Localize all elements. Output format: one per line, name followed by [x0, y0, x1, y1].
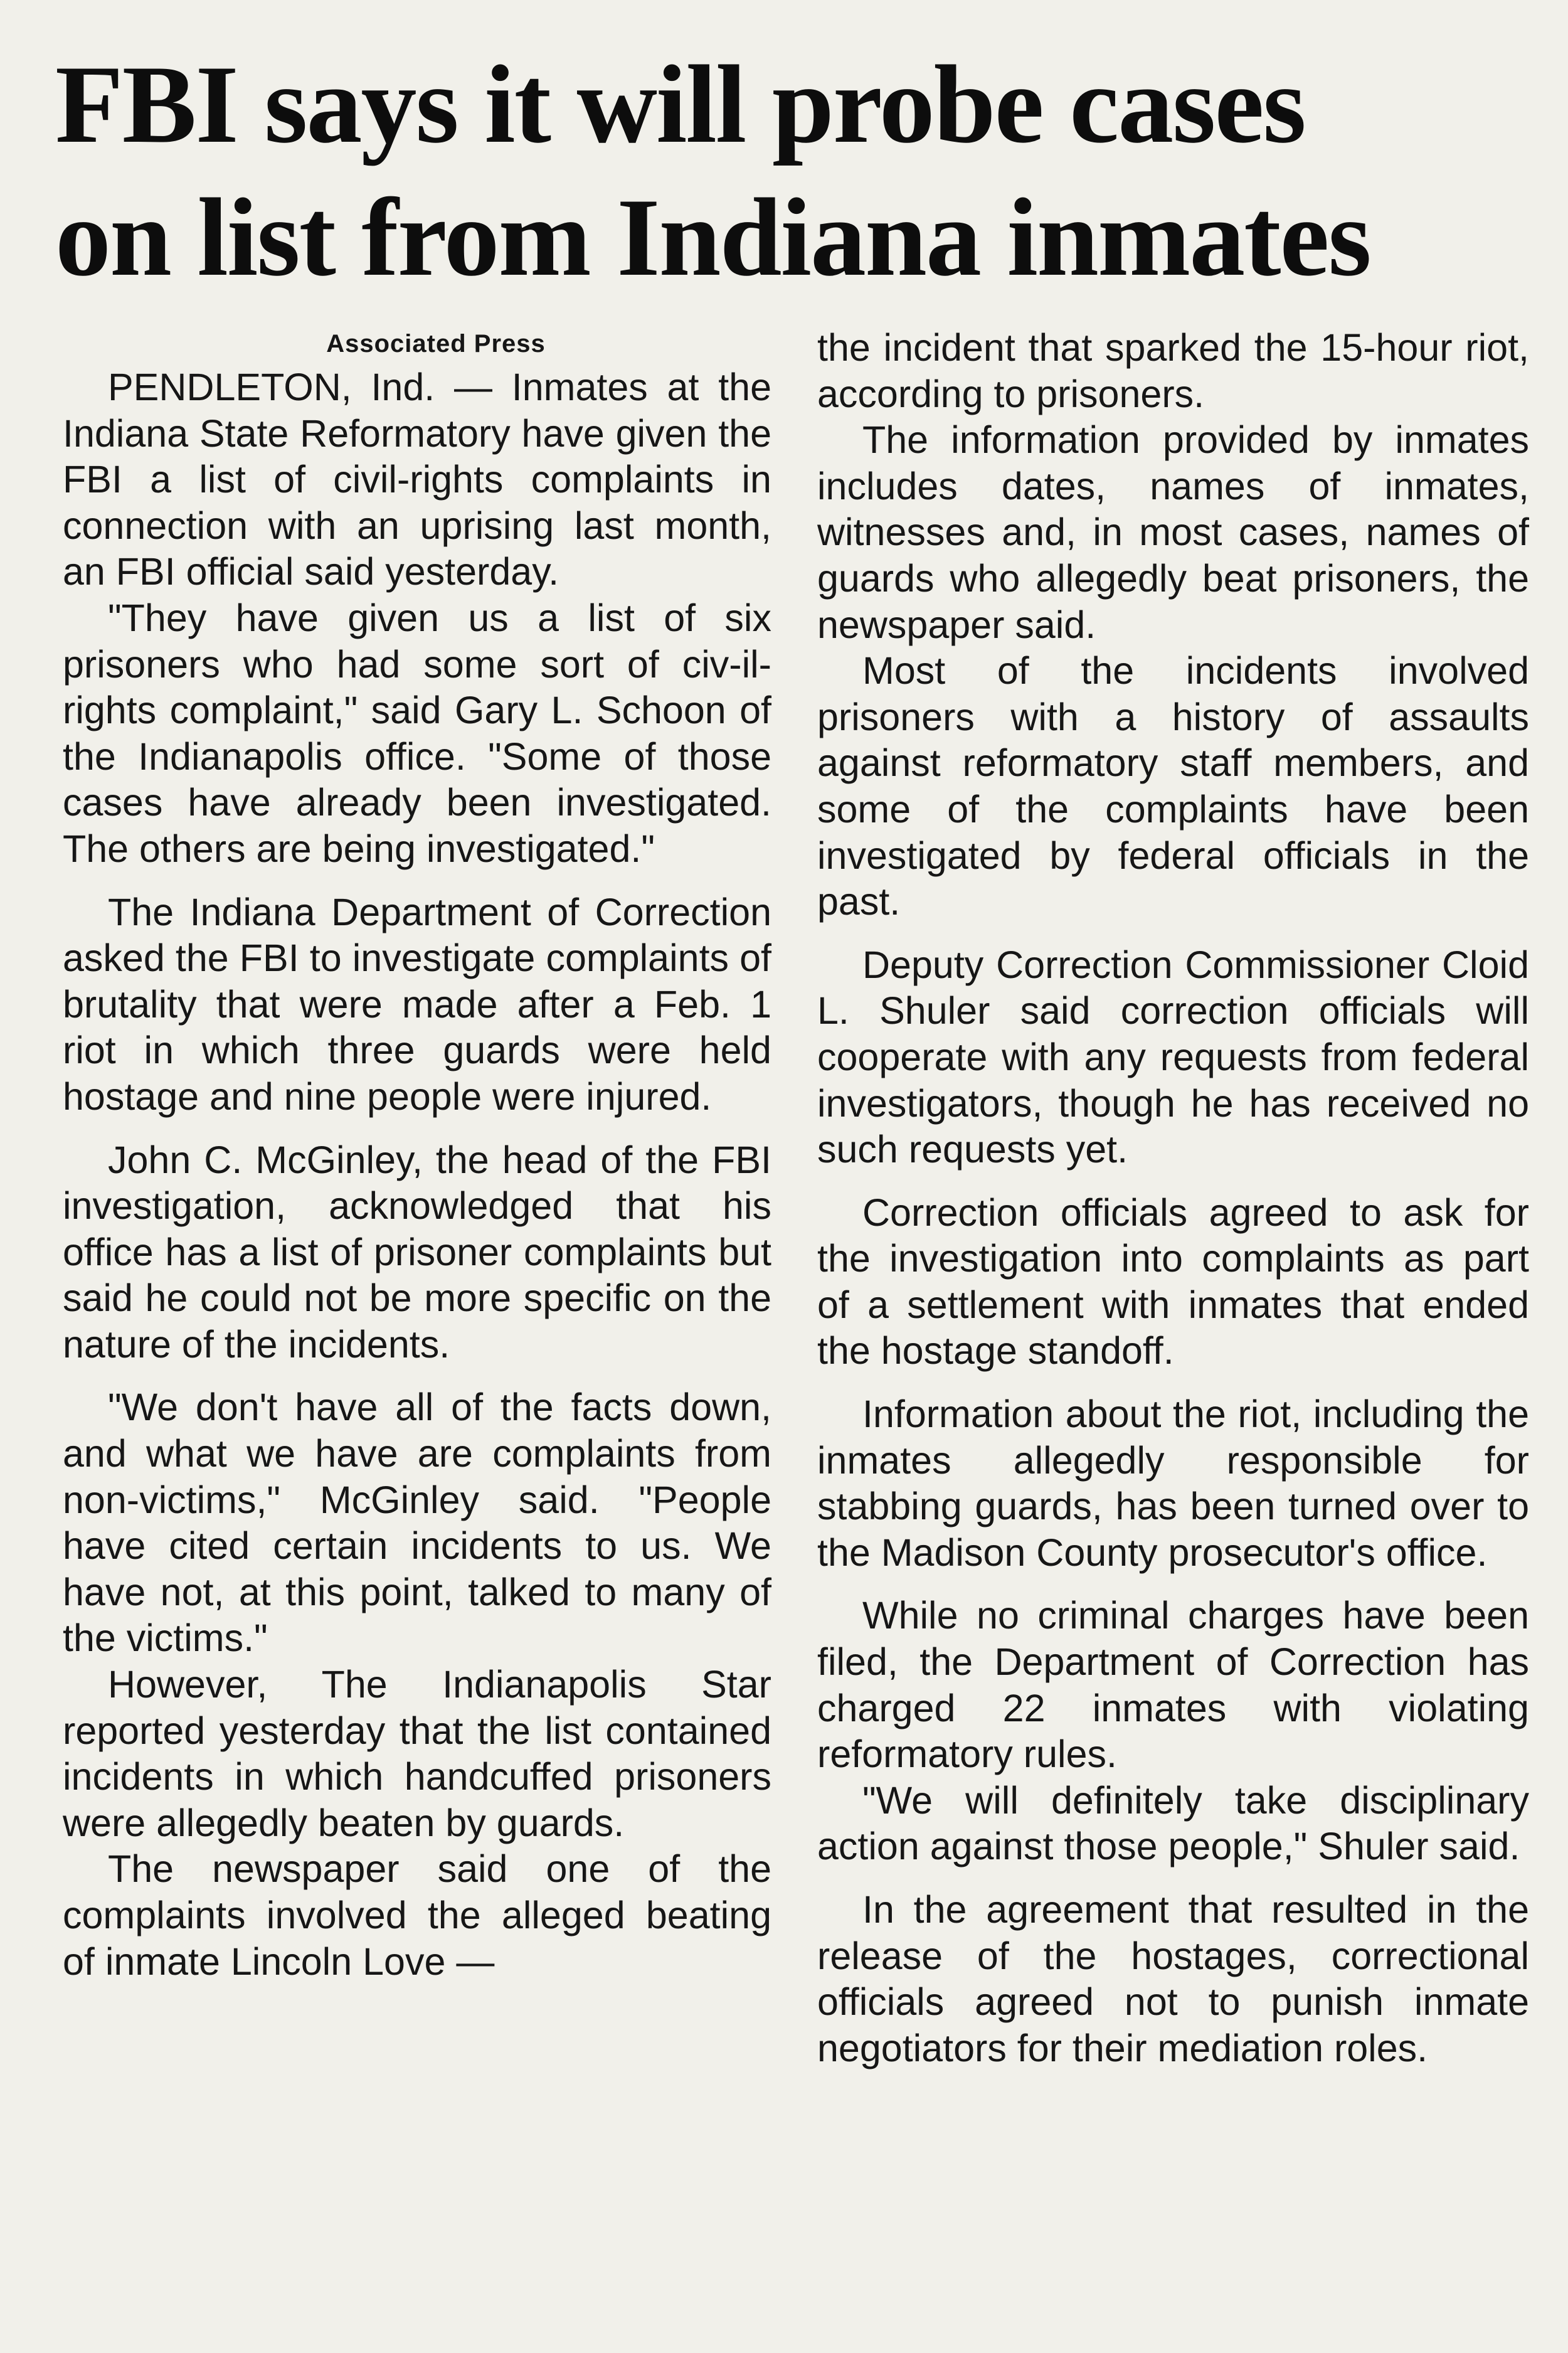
paragraph: The newspaper said one of the complaints involved the alleged beating of inmate Lincoln Love — [63, 1847, 771, 1983]
paragraph: In the agreement that resulted in the release of the hostages, correctional officials agreed not to punish inmate negotiators for their mediation roles. [817, 1888, 1529, 2069]
right-column [817, 325, 1529, 2071]
byline: Associated Press [326, 330, 546, 358]
paragraph: John C. McGinley, the head of the FBI investigation, acknowledged that his office has a list of prisoner complaints but said he could not be more specific on the nature of the incidents. [63, 1138, 771, 1366]
paragraph: "They have given us a list of six prisoners who had some sort of civ-il-rights complaint," said Gary L. Schoon of the Indianapolis office. "Some of those cases have already been investigated. The others are being investigated." [63, 596, 771, 870]
headline-line-1: FBI says it will probe cases [55, 42, 1305, 166]
left-column [63, 323, 771, 1985]
paragraph: Correction officials agreed to ask for the investigation into complaints as part of a settlement with inmates that ended the hostage standoff. [817, 1191, 1529, 1373]
paragraph: Deputy Correction Commissioner Cloid L. Shuler said correction officials will cooperate with any requests from federal investigators, though he has received no such requests yet. [817, 943, 1529, 1171]
paragraph: While no criminal charges have been filed, the Department of Correction has charged 22 inmates with violating reformatory rules. [817, 1594, 1529, 1776]
paragraph: "We will definitely take disciplinary action against those people," Shuler said. [817, 1778, 1529, 1868]
paragraph-dateline: PENDLETON, Ind. — Inmates at the Indiana State Reformatory have given the FBI a list of civil-rights complaints in connection with an uprising last month, an FBI official said yesterday. [63, 366, 771, 593]
paragraph: The Indiana Department of Correction asked the FBI to investigate complaints of brutality that were made after a Feb. 1 riot in which three guards were held hostage and nine people were injured. [63, 890, 771, 1118]
headline [55, 38, 1548, 304]
paragraph: However, The Indianapolis Star reported yesterday that the list contained incidents in which handcuffed prisoners were allegedly beaten by guards. [63, 1663, 771, 1844]
paragraph: Most of the incidents involved prisoners with a history of assaults against reformatory staff members, and some of the complaints have been investigated by federal officials in the past. [817, 649, 1529, 923]
paragraph: "We don't have all of the facts down, and what we have are complaints from non-victims," McGinley said. "People have cited certain incidents to us. We have not, at this point, talked to many of the victims." [63, 1386, 771, 1660]
headline-line-2: on list from Indiana inmates [55, 175, 1370, 299]
paragraph: Information about the riot, including the inmates allegedly responsible for stabbing guards, has been turned over to the Madison County prosecutor's office. [817, 1393, 1529, 1574]
paragraph: The information provided by inmates includes dates, names of inmates, witnesses and, in most cases, names of guards who allegedly beat prisoners, the newspaper said. [817, 418, 1529, 646]
paragraph-continuation: the incident that sparked the 15-hour riot, according to prisoners. [817, 326, 1529, 415]
